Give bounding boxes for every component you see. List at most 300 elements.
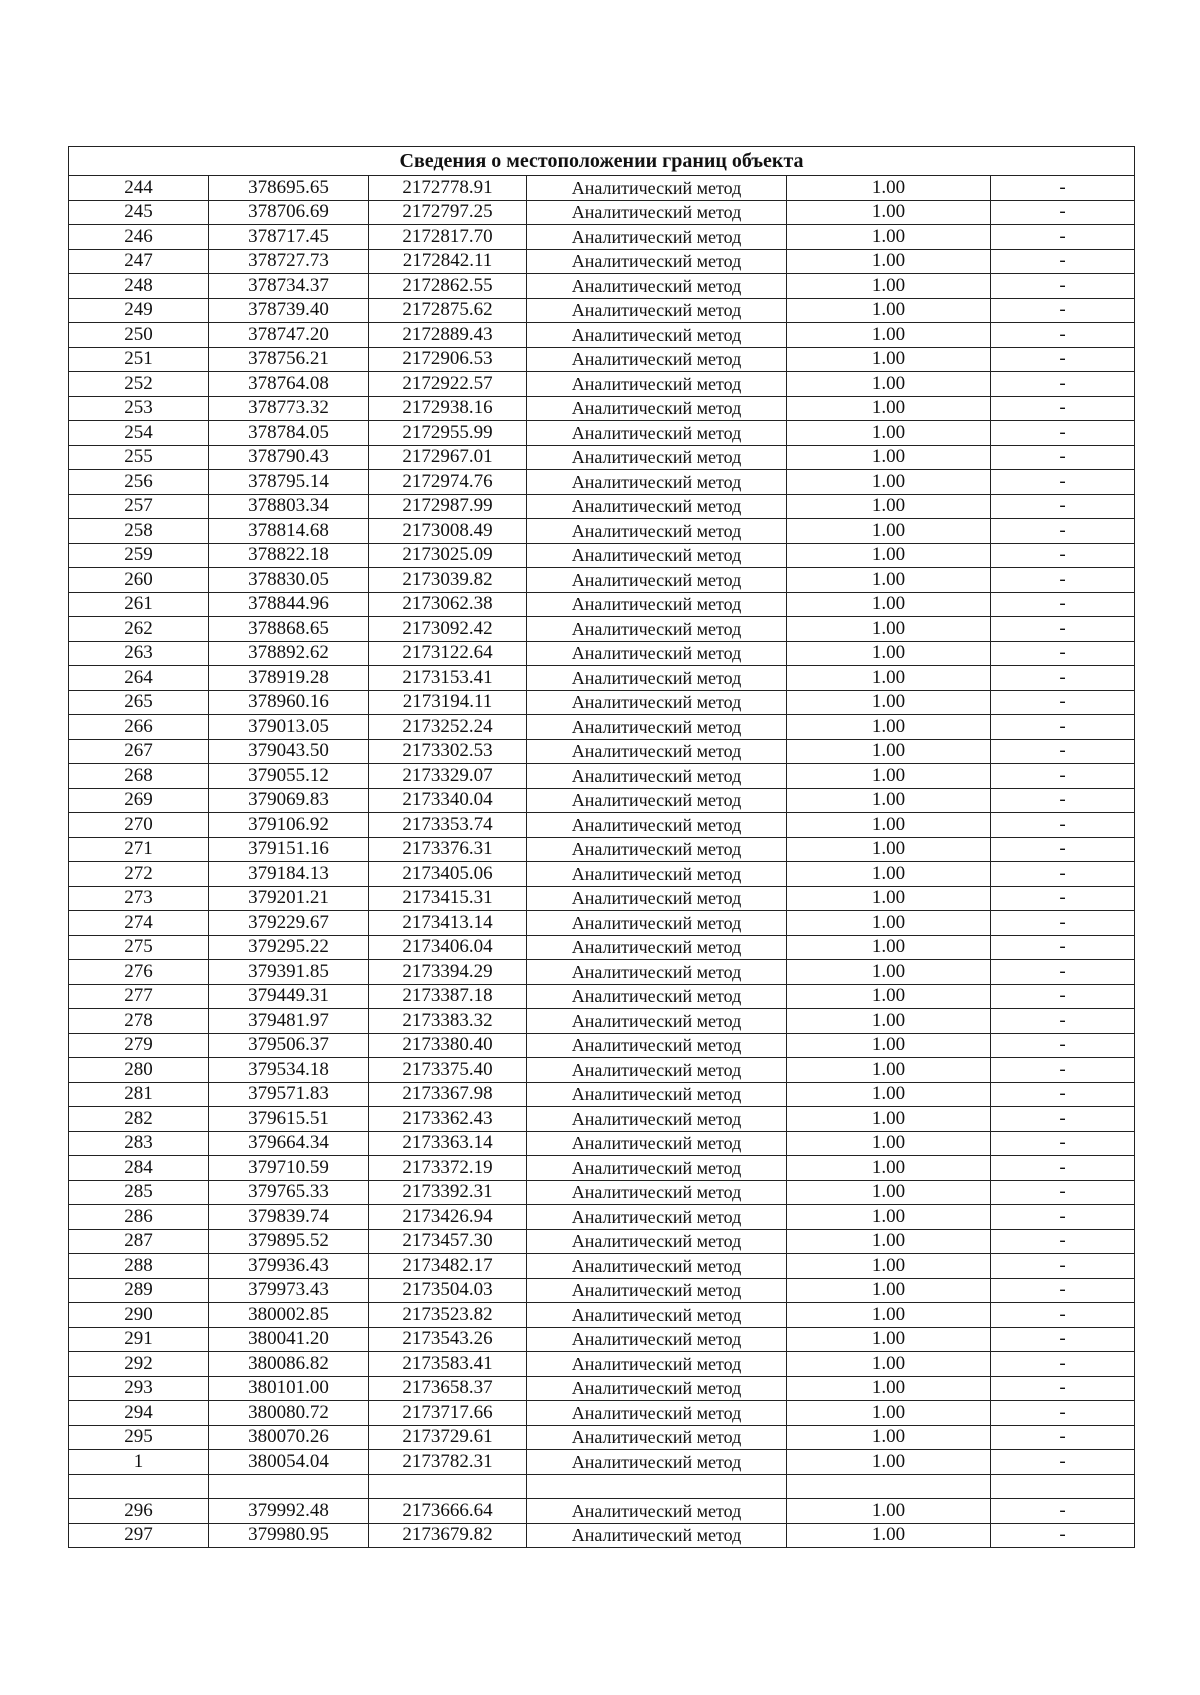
y-coordinate-cell: 2173329.07: [369, 764, 527, 789]
y-coordinate-cell: 2173543.26: [369, 1327, 527, 1352]
x-coordinate-cell: 380101.00: [209, 1376, 369, 1401]
method-cell: Аналитический метод: [527, 592, 787, 617]
point-number-cell: [69, 1474, 209, 1499]
accuracy-cell: 1.00: [787, 935, 991, 960]
description-cell: -: [991, 1131, 1135, 1156]
x-coordinate-cell: 379013.05: [209, 715, 369, 740]
x-coordinate-cell: 379980.95: [209, 1523, 369, 1548]
point-number-cell: 272: [69, 862, 209, 887]
description-cell: -: [991, 617, 1135, 642]
method-cell: Аналитический метод: [527, 1229, 787, 1254]
x-coordinate-cell: 379069.83: [209, 788, 369, 813]
x-coordinate-cell: 379481.97: [209, 1009, 369, 1034]
method-cell: Аналитический метод: [527, 862, 787, 887]
table-row: [69, 470, 1135, 495]
accuracy-cell: 1.00: [787, 1278, 991, 1303]
y-coordinate-cell: 2172817.70: [369, 225, 527, 250]
x-coordinate-cell: 378727.73: [209, 249, 369, 274]
description-cell: -: [991, 519, 1135, 544]
method-cell: Аналитический метод: [527, 690, 787, 715]
x-coordinate-cell: 378919.28: [209, 666, 369, 691]
y-coordinate-cell: 2172778.91: [369, 176, 527, 201]
description-cell: -: [991, 494, 1135, 519]
description-cell: -: [991, 1156, 1135, 1181]
point-number-cell: 282: [69, 1107, 209, 1132]
method-cell: [527, 1474, 787, 1499]
description-cell: -: [991, 666, 1135, 691]
point-number-cell: 277: [69, 984, 209, 1009]
y-coordinate-cell: 2173394.29: [369, 960, 527, 985]
accuracy-cell: 1.00: [787, 641, 991, 666]
x-coordinate-cell: 379449.31: [209, 984, 369, 1009]
description-cell: -: [991, 788, 1135, 813]
table-row: [69, 1376, 1135, 1401]
table-row: [69, 568, 1135, 593]
x-coordinate-cell: 379055.12: [209, 764, 369, 789]
description-cell: -: [991, 372, 1135, 397]
y-coordinate-cell: 2173679.82: [369, 1523, 527, 1548]
table-row: [69, 666, 1135, 691]
accuracy-cell: 1.00: [787, 690, 991, 715]
description-cell: -: [991, 1523, 1135, 1548]
point-number-cell: 261: [69, 592, 209, 617]
method-cell: Аналитический метод: [527, 176, 787, 201]
point-number-cell: 259: [69, 543, 209, 568]
x-coordinate-cell: 379992.48: [209, 1499, 369, 1524]
accuracy-cell: 1.00: [787, 1229, 991, 1254]
point-number-cell: 253: [69, 396, 209, 421]
point-number-cell: 279: [69, 1033, 209, 1058]
method-cell: Аналитический метод: [527, 984, 787, 1009]
table-row: [69, 274, 1135, 299]
description-cell: [991, 1474, 1135, 1499]
table-row: [69, 200, 1135, 225]
y-coordinate-cell: 2172889.43: [369, 323, 527, 348]
table-row: [69, 739, 1135, 764]
description-cell: -: [991, 862, 1135, 887]
x-coordinate-cell: 379839.74: [209, 1205, 369, 1230]
table-row: [69, 298, 1135, 323]
method-cell: Аналитический метод: [527, 494, 787, 519]
y-coordinate-cell: 2173362.43: [369, 1107, 527, 1132]
table-row: [69, 421, 1135, 446]
method-cell: Аналитический метод: [527, 1180, 787, 1205]
method-cell: Аналитический метод: [527, 715, 787, 740]
point-number-cell: 280: [69, 1058, 209, 1083]
method-cell: Аналитический метод: [527, 1009, 787, 1034]
x-coordinate-cell: 378960.16: [209, 690, 369, 715]
accuracy-cell: 1.00: [787, 984, 991, 1009]
description-cell: -: [991, 323, 1135, 348]
y-coordinate-cell: 2173122.64: [369, 641, 527, 666]
point-number-cell: 254: [69, 421, 209, 446]
description-cell: -: [991, 1450, 1135, 1475]
description-cell: -: [991, 813, 1135, 838]
method-cell: Аналитический метод: [527, 323, 787, 348]
x-coordinate-cell: 379201.21: [209, 886, 369, 911]
description-cell: -: [991, 935, 1135, 960]
y-coordinate-cell: 2173353.74: [369, 813, 527, 838]
method-cell: Аналитический метод: [527, 764, 787, 789]
x-coordinate-cell: 378695.65: [209, 176, 369, 201]
accuracy-cell: 1.00: [787, 1499, 991, 1524]
y-coordinate-cell: 2173375.40: [369, 1058, 527, 1083]
x-coordinate-cell: 379106.92: [209, 813, 369, 838]
table-row: [69, 935, 1135, 960]
method-cell: Аналитический метод: [527, 249, 787, 274]
y-coordinate-cell: 2173482.17: [369, 1254, 527, 1279]
description-cell: -: [991, 1376, 1135, 1401]
description-cell: -: [991, 1425, 1135, 1450]
accuracy-cell: 1.00: [787, 764, 991, 789]
table-row: [69, 690, 1135, 715]
y-coordinate-cell: 2172987.99: [369, 494, 527, 519]
y-coordinate-cell: 2173039.82: [369, 568, 527, 593]
table-row: [69, 1229, 1135, 1254]
accuracy-cell: 1.00: [787, 421, 991, 446]
y-coordinate-cell: 2173194.11: [369, 690, 527, 715]
method-cell: Аналитический метод: [527, 813, 787, 838]
x-coordinate-cell: 378773.32: [209, 396, 369, 421]
table-row: [69, 1499, 1135, 1524]
y-coordinate-cell: 2173153.41: [369, 666, 527, 691]
table-row: [69, 1131, 1135, 1156]
x-coordinate-cell: 380041.20: [209, 1327, 369, 1352]
point-number-cell: 293: [69, 1376, 209, 1401]
x-coordinate-cell: 378739.40: [209, 298, 369, 323]
point-number-cell: 297: [69, 1523, 209, 1548]
table-row: [69, 1278, 1135, 1303]
y-coordinate-cell: 2173405.06: [369, 862, 527, 887]
x-coordinate-cell: 378784.05: [209, 421, 369, 446]
description-cell: -: [991, 1205, 1135, 1230]
description-cell: -: [991, 1499, 1135, 1524]
x-coordinate-cell: 378803.34: [209, 494, 369, 519]
method-cell: Аналитический метод: [527, 1205, 787, 1230]
y-coordinate-cell: 2173392.31: [369, 1180, 527, 1205]
point-number-cell: 250: [69, 323, 209, 348]
table-row: [69, 1033, 1135, 1058]
y-coordinate-cell: 2173302.53: [369, 739, 527, 764]
method-cell: Аналитический метод: [527, 298, 787, 323]
description-cell: -: [991, 1180, 1135, 1205]
y-coordinate-cell: 2173062.38: [369, 592, 527, 617]
method-cell: Аналитический метод: [527, 543, 787, 568]
table-row: [69, 1352, 1135, 1377]
accuracy-cell: 1.00: [787, 543, 991, 568]
point-number-cell: 271: [69, 837, 209, 862]
table-row: [69, 788, 1135, 813]
x-coordinate-cell: 379151.16: [209, 837, 369, 862]
description-cell: -: [991, 249, 1135, 274]
description-cell: -: [991, 200, 1135, 225]
point-number-cell: 288: [69, 1254, 209, 1279]
description-cell: -: [991, 1254, 1135, 1279]
x-coordinate-cell: 379936.43: [209, 1254, 369, 1279]
x-coordinate-cell: 378795.14: [209, 470, 369, 495]
y-coordinate-cell: 2172967.01: [369, 445, 527, 470]
point-number-cell: 295: [69, 1425, 209, 1450]
x-coordinate-cell: 379895.52: [209, 1229, 369, 1254]
table-row: [69, 1425, 1135, 1450]
point-number-cell: 275: [69, 935, 209, 960]
description-cell: -: [991, 445, 1135, 470]
y-coordinate-cell: 2173367.98: [369, 1082, 527, 1107]
y-coordinate-cell: 2173666.64: [369, 1499, 527, 1524]
table-row: [69, 225, 1135, 250]
point-number-cell: 266: [69, 715, 209, 740]
accuracy-cell: 1.00: [787, 568, 991, 593]
x-coordinate-cell: 380054.04: [209, 1450, 369, 1475]
point-number-cell: 251: [69, 347, 209, 372]
point-number-cell: 276: [69, 960, 209, 985]
y-coordinate-cell: 2173426.94: [369, 1205, 527, 1230]
accuracy-cell: 1.00: [787, 813, 991, 838]
description-cell: -: [991, 715, 1135, 740]
x-coordinate-cell: 379184.13: [209, 862, 369, 887]
table-row: [69, 1254, 1135, 1279]
x-coordinate-cell: 378830.05: [209, 568, 369, 593]
x-coordinate-cell: 378844.96: [209, 592, 369, 617]
accuracy-cell: 1.00: [787, 592, 991, 617]
accuracy-cell: 1.00: [787, 1033, 991, 1058]
point-number-cell: 290: [69, 1303, 209, 1328]
accuracy-cell: 1.00: [787, 494, 991, 519]
method-cell: Аналитический метод: [527, 641, 787, 666]
method-cell: Аналитический метод: [527, 788, 787, 813]
y-coordinate-cell: 2172842.11: [369, 249, 527, 274]
y-coordinate-cell: 2173406.04: [369, 935, 527, 960]
description-cell: -: [991, 1278, 1135, 1303]
table-row: [69, 886, 1135, 911]
accuracy-cell: 1.00: [787, 788, 991, 813]
point-number-cell: 252: [69, 372, 209, 397]
method-cell: Аналитический метод: [527, 837, 787, 862]
point-number-cell: 247: [69, 249, 209, 274]
table-row: [69, 592, 1135, 617]
point-number-cell: 270: [69, 813, 209, 838]
accuracy-cell: 1.00: [787, 911, 991, 936]
accuracy-cell: 1.00: [787, 1131, 991, 1156]
table-row: [69, 543, 1135, 568]
point-number-cell: 292: [69, 1352, 209, 1377]
y-coordinate-cell: 2173363.14: [369, 1131, 527, 1156]
method-cell: Аналитический метод: [527, 421, 787, 446]
y-coordinate-cell: 2173340.04: [369, 788, 527, 813]
y-coordinate-cell: 2172922.57: [369, 372, 527, 397]
method-cell: Аналитический метод: [527, 1523, 787, 1548]
method-cell: Аналитический метод: [527, 396, 787, 421]
description-cell: -: [991, 1082, 1135, 1107]
accuracy-cell: 1.00: [787, 1058, 991, 1083]
accuracy-cell: 1.00: [787, 176, 991, 201]
x-coordinate-cell: 379295.22: [209, 935, 369, 960]
table-row: [69, 1156, 1135, 1181]
y-coordinate-cell: 2173658.37: [369, 1376, 527, 1401]
accuracy-cell: 1.00: [787, 225, 991, 250]
x-coordinate-cell: 379710.59: [209, 1156, 369, 1181]
y-coordinate-cell: 2173583.41: [369, 1352, 527, 1377]
method-cell: Аналитический метод: [527, 1450, 787, 1475]
accuracy-cell: 1.00: [787, 1327, 991, 1352]
accuracy-cell: 1.00: [787, 837, 991, 862]
table-row: [69, 1401, 1135, 1426]
point-number-cell: 257: [69, 494, 209, 519]
accuracy-cell: 1.00: [787, 1180, 991, 1205]
method-cell: Аналитический метод: [527, 1156, 787, 1181]
y-coordinate-cell: 2173387.18: [369, 984, 527, 1009]
method-cell: Аналитический метод: [527, 1499, 787, 1524]
table-row: [69, 323, 1135, 348]
accuracy-cell: 1.00: [787, 1082, 991, 1107]
table-row: [69, 445, 1135, 470]
x-coordinate-cell: 379615.51: [209, 1107, 369, 1132]
method-cell: Аналитический метод: [527, 1401, 787, 1426]
y-coordinate-cell: 2173717.66: [369, 1401, 527, 1426]
accuracy-cell: 1.00: [787, 1254, 991, 1279]
accuracy-cell: 1.00: [787, 1205, 991, 1230]
table-row: [69, 519, 1135, 544]
method-cell: Аналитический метод: [527, 274, 787, 299]
description-cell: -: [991, 1327, 1135, 1352]
description-cell: -: [991, 1107, 1135, 1132]
accuracy-cell: 1.00: [787, 396, 991, 421]
method-cell: Аналитический метод: [527, 1327, 787, 1352]
x-coordinate-cell: 379043.50: [209, 739, 369, 764]
x-coordinate-cell: 378764.08: [209, 372, 369, 397]
description-cell: -: [991, 960, 1135, 985]
point-number-cell: 265: [69, 690, 209, 715]
method-cell: Аналитический метод: [527, 568, 787, 593]
method-cell: Аналитический метод: [527, 225, 787, 250]
table-row: [69, 715, 1135, 740]
x-coordinate-cell: 378892.62: [209, 641, 369, 666]
y-coordinate-cell: 2173415.31: [369, 886, 527, 911]
method-cell: Аналитический метод: [527, 1107, 787, 1132]
accuracy-cell: 1.00: [787, 1009, 991, 1034]
method-cell: Аналитический метод: [527, 960, 787, 985]
description-cell: -: [991, 421, 1135, 446]
table-row: [69, 1327, 1135, 1352]
method-cell: Аналитический метод: [527, 1303, 787, 1328]
table-row: [69, 347, 1135, 372]
table-row: [69, 960, 1135, 985]
table-row: [69, 1450, 1135, 1475]
description-cell: -: [991, 1058, 1135, 1083]
method-cell: Аналитический метод: [527, 1033, 787, 1058]
method-cell: Аналитический метод: [527, 519, 787, 544]
accuracy-cell: 1.00: [787, 470, 991, 495]
point-number-cell: 260: [69, 568, 209, 593]
y-coordinate-cell: 2173380.40: [369, 1033, 527, 1058]
point-number-cell: 1: [69, 1450, 209, 1475]
accuracy-cell: 1.00: [787, 1352, 991, 1377]
y-coordinate-cell: 2173729.61: [369, 1425, 527, 1450]
table-row: [69, 813, 1135, 838]
x-coordinate-cell: 380080.72: [209, 1401, 369, 1426]
method-cell: Аналитический метод: [527, 1352, 787, 1377]
point-number-cell: 287: [69, 1229, 209, 1254]
description-cell: -: [991, 176, 1135, 201]
y-coordinate-cell: 2172955.99: [369, 421, 527, 446]
table-row: [69, 1009, 1135, 1034]
accuracy-cell: 1.00: [787, 323, 991, 348]
accuracy-cell: [787, 1474, 991, 1499]
accuracy-cell: 1.00: [787, 1401, 991, 1426]
method-cell: Аналитический метод: [527, 470, 787, 495]
point-number-cell: 244: [69, 176, 209, 201]
point-number-cell: 268: [69, 764, 209, 789]
description-cell: -: [991, 592, 1135, 617]
point-number-cell: 264: [69, 666, 209, 691]
description-cell: -: [991, 690, 1135, 715]
table-row: [69, 176, 1135, 201]
point-number-cell: 281: [69, 1082, 209, 1107]
method-cell: Аналитический метод: [527, 1131, 787, 1156]
method-cell: Аналитический метод: [527, 886, 787, 911]
method-cell: Аналитический метод: [527, 935, 787, 960]
description-cell: -: [991, 739, 1135, 764]
method-cell: Аналитический метод: [527, 1425, 787, 1450]
point-number-cell: 283: [69, 1131, 209, 1156]
point-number-cell: 249: [69, 298, 209, 323]
y-coordinate-cell: 2173008.49: [369, 519, 527, 544]
accuracy-cell: 1.00: [787, 372, 991, 397]
table-row: [69, 911, 1135, 936]
y-coordinate-cell: 2173523.82: [369, 1303, 527, 1328]
accuracy-cell: 1.00: [787, 666, 991, 691]
method-cell: Аналитический метод: [527, 347, 787, 372]
accuracy-cell: 1.00: [787, 519, 991, 544]
x-coordinate-cell: 379534.18: [209, 1058, 369, 1083]
accuracy-cell: 1.00: [787, 200, 991, 225]
point-number-cell: 285: [69, 1180, 209, 1205]
table-row: [69, 494, 1135, 519]
accuracy-cell: 1.00: [787, 1523, 991, 1548]
description-cell: -: [991, 1401, 1135, 1426]
method-cell: Аналитический метод: [527, 1254, 787, 1279]
y-coordinate-cell: 2173413.14: [369, 911, 527, 936]
x-coordinate-cell: 379506.37: [209, 1033, 369, 1058]
description-cell: -: [991, 470, 1135, 495]
table-row: [69, 1082, 1135, 1107]
point-number-cell: 256: [69, 470, 209, 495]
y-coordinate-cell: 2173376.31: [369, 837, 527, 862]
method-cell: Аналитический метод: [527, 617, 787, 642]
accuracy-cell: 1.00: [787, 1425, 991, 1450]
x-coordinate-cell: 379391.85: [209, 960, 369, 985]
method-cell: Аналитический метод: [527, 200, 787, 225]
x-coordinate-cell: 378747.20: [209, 323, 369, 348]
accuracy-cell: 1.00: [787, 445, 991, 470]
point-number-cell: 289: [69, 1278, 209, 1303]
point-number-cell: 255: [69, 445, 209, 470]
x-coordinate-cell: 378814.68: [209, 519, 369, 544]
method-cell: Аналитический метод: [527, 445, 787, 470]
method-cell: Аналитический метод: [527, 666, 787, 691]
x-coordinate-cell: 378868.65: [209, 617, 369, 642]
table-row: [69, 249, 1135, 274]
table-row: [69, 1107, 1135, 1132]
method-cell: Аналитический метод: [527, 1376, 787, 1401]
description-cell: -: [991, 543, 1135, 568]
y-coordinate-cell: [369, 1474, 527, 1499]
x-coordinate-cell: 378790.43: [209, 445, 369, 470]
y-coordinate-cell: 2172862.55: [369, 274, 527, 299]
table-row: [69, 641, 1135, 666]
y-coordinate-cell: 2173372.19: [369, 1156, 527, 1181]
description-cell: -: [991, 1229, 1135, 1254]
